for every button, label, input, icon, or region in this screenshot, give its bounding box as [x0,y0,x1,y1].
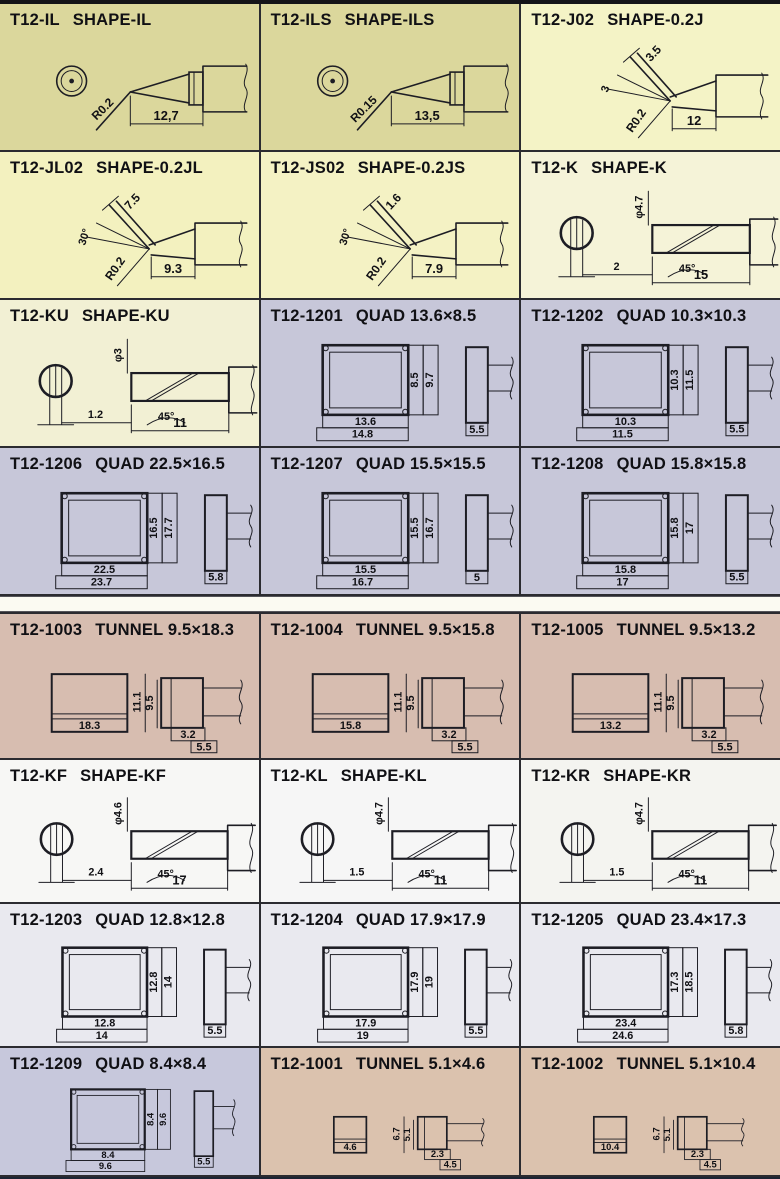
tip-spec: QUAD 8.4×8.4 [95,1055,207,1073]
tip-title [521,4,780,30]
dim-label: 7.5 [121,190,144,213]
dim-label: 15.8 [669,517,682,539]
dim-label: 22.5 [93,563,116,576]
dim-label: 9.6 [98,1160,112,1172]
tip-title [261,4,520,30]
tip-cell-t12-kl [261,760,520,902]
tip-title [521,904,780,930]
tip-drawing-area [521,786,780,902]
tip-spec: SHAPE-KR [603,767,692,785]
tip-title [521,448,780,474]
tip-drawing-tunnel [0,640,259,758]
tip-model: T12-1209 [10,1055,83,1073]
dim-label: 18.5 [683,971,696,993]
dim-label: 17.9 [354,1017,376,1030]
tip-model: T12-JS02 [270,159,345,177]
tip-drawing-tunnel [261,640,520,758]
tip-spec: TUNNEL 5.1×10.4 [616,1055,756,1073]
tip-model: T12-1005 [531,621,604,639]
dim-label: 10.4 [601,1141,620,1153]
dim-label: 1.6 [382,190,404,213]
dim-label: 11 [433,872,447,888]
tip-spec: SHAPE-0.2JS [357,159,466,177]
tip-drawing-bent [261,178,520,298]
dim-label: 9.5 [144,695,157,711]
tip-drawing-area [521,1074,780,1175]
tip-drawing-area [0,786,259,902]
dim-label: 17 [684,521,697,535]
tip-title [261,760,520,786]
dim-label: 10.3 [669,369,682,391]
tip-cell-t12-1208 [521,448,780,594]
dim-label: 5.5 [468,1025,484,1038]
tip-drawing-round [0,30,259,150]
tip-drawing-bent [0,178,259,298]
tip-title [0,300,259,326]
dim-label: 45° [418,868,435,881]
dim-label: 11.1 [652,691,665,713]
tip-drawing-knife [0,786,259,902]
tip-title [521,300,780,326]
tip-spec: QUAD 23.4×17.3 [616,911,747,929]
dim-label: R0.2 [623,106,650,135]
dim-label: R0.2 [362,254,389,283]
tip-cell-t12-1001 [261,1048,520,1175]
tip-spec: QUAD 13.6×8.5 [355,307,477,325]
tip-drawing-area [0,178,259,298]
tip-spec: QUAD 10.3×10.3 [616,307,747,325]
tip-spec: TUNNEL 9.5×15.8 [355,621,495,639]
tip-cell-t12-1205 [521,904,780,1046]
dim-label: 5.5 [729,423,745,436]
tip-spec: SHAPE-KU [81,307,170,325]
dim-label: R0.15 [347,92,380,126]
tip-cell-t12-1204 [261,904,520,1046]
tip-cell-t12-ils [261,4,520,150]
tip-model: T12-1202 [531,307,604,325]
tip-spec: QUAD 22.5×16.5 [95,455,226,473]
tip-model: T12-JL02 [10,159,84,177]
tip-model: T12-1003 [10,621,83,639]
tip-drawing-area [521,640,780,758]
tip-cell-t12-1002 [521,1048,780,1175]
dim-label: 7.9 [424,260,443,276]
tip-title [261,300,520,326]
dim-label: φ4.7 [633,802,646,825]
catalog-row [0,300,780,446]
tip-title [0,760,259,786]
tip-cell-t12-1207 [261,448,520,594]
dim-label: 30° [337,227,354,247]
tip-drawing-area [0,930,259,1046]
dim-label: 11.1 [391,691,404,713]
tip-drawing-area [0,326,259,446]
tip-title [521,760,780,786]
dim-label: 11.5 [684,369,697,391]
dim-label: 23.4 [615,1017,637,1030]
tip-drawing-quad [0,1074,259,1175]
tip-drawing-area [261,930,520,1046]
tip-model: T12-KF [10,767,68,785]
tip-model: T12-1208 [531,455,604,473]
dim-label: 11 [694,872,708,888]
dim-label: 16.7 [351,576,373,589]
tip-drawing-area [521,178,780,298]
tip-drawing-quad [261,326,520,446]
dim-label: 15.8 [615,563,637,576]
catalog-row [0,760,780,902]
dim-label: 17.7 [163,517,176,539]
tip-model: T12-KU [10,307,69,325]
dim-label: 45° [157,410,175,423]
dim-label: 5.5 [468,423,485,436]
dim-label: 8.5 [408,372,421,388]
dim-label: 5.1 [661,1128,673,1142]
tip-drawing-tunnel [521,640,780,758]
tip-drawing-knife [0,326,259,446]
tip-cell-t12-j02 [521,4,780,150]
dim-label: 24.6 [612,1030,634,1043]
dim-label: φ3 [112,348,125,363]
dim-label: 5.5 [456,741,473,754]
tip-title [261,152,520,178]
dim-label: 3 [599,84,613,94]
dim-label: φ4.6 [112,802,125,825]
tip-drawing-quad [521,930,780,1046]
tip-spec: SHAPE-KF [80,767,167,785]
dim-label: 13.2 [600,719,622,732]
dim-label: 4.6 [343,1141,357,1153]
dim-label: 17.9 [408,971,421,993]
tip-drawing-round [261,30,520,150]
tip-drawing-quad [261,474,520,594]
tip-cell-t12-1202 [521,300,780,446]
tip-model: T12-1207 [270,455,343,473]
tip-drawing-area [0,640,259,758]
tip-drawing-tunnel_sm [261,1074,520,1175]
tip-spec: QUAD 17.9×17.9 [355,911,486,929]
tip-spec: SHAPE-IL [72,11,152,29]
tip-cell-t12-kf [0,760,259,902]
tip-drawing-quad [0,474,259,594]
tip-cell-t12-il [0,4,259,150]
dim-label: 17.3 [669,971,682,993]
tip-model: T12-1201 [270,307,343,325]
tip-cell-t12-1201 [261,300,520,446]
tip-cell-t12-1003 [0,614,259,758]
dim-label: 2.3 [691,1148,705,1160]
tip-cell-t12-1005 [521,614,780,758]
tip-cell-t12-1203 [0,904,259,1046]
dim-label: 14.8 [351,428,373,441]
tip-title [521,152,780,178]
catalog-row [0,614,780,758]
dim-label: 9.3 [164,260,183,276]
dim-label: 15 [694,266,709,282]
dim-label: 3.2 [180,728,196,741]
catalog-row [0,1048,780,1175]
tip-model: T12-1205 [531,911,604,929]
dim-label: 2 [613,260,620,273]
dim-label: 16.7 [423,517,436,539]
tip-model: T12-K [531,159,579,177]
dim-label: 5.5 [717,741,733,754]
dim-label: 3.2 [441,728,457,741]
tip-spec: SHAPE-KL [340,767,427,785]
dim-label: 3.5 [642,42,665,65]
tip-model: T12-KR [531,767,591,785]
tip-title [0,1048,259,1074]
dim-label: 15.5 [354,563,376,576]
dim-label: 1.5 [609,866,625,879]
dim-label: 13.6 [354,415,376,428]
dim-label: 19 [356,1030,369,1043]
tip-drawing-quad [261,930,520,1046]
catalog-row [0,904,780,1046]
dim-label: 10.3 [615,415,637,428]
tip-title [261,1048,520,1074]
dim-label: φ4.7 [633,195,646,219]
dim-label: 4.5 [704,1158,718,1170]
tip-spec: QUAD 15.8×15.8 [616,455,747,473]
tip-title [0,614,259,640]
tip-model: T12-KL [270,767,328,785]
tip-cell-t12-1209 [0,1048,259,1175]
catalog-row [0,152,780,298]
dim-label: 9.6 [157,1112,169,1126]
dim-label: 3.2 [701,728,717,741]
dim-label: 4.5 [443,1158,457,1170]
tip-cell-t12-kr [521,760,780,902]
tip-spec: SHAPE-0.2J [607,11,704,29]
dim-label: 11.1 [131,691,144,713]
dim-label: 15.8 [339,719,361,732]
dim-label: 12.8 [94,1017,116,1030]
dim-label: 16.5 [148,517,161,539]
dim-label: 5 [473,571,480,584]
tip-drawing-quad [521,474,780,594]
tip-title [0,904,259,930]
tip-model: T12-1001 [270,1055,343,1073]
dim-label: 11.5 [612,428,634,441]
dim-label: 14 [162,976,175,989]
tip-cell-t12-1206 [0,448,259,594]
tip-drawing-quad [0,930,259,1046]
dim-label: 9.5 [665,695,678,711]
dim-label: 5.8 [208,571,224,584]
tip-model: T12-IL [10,11,60,29]
tip-drawing-area [261,30,520,150]
dim-label: 45° [157,868,174,881]
tip-title [0,448,259,474]
tip-spec: SHAPE-K [591,159,667,177]
dim-label: 12,7 [153,107,179,123]
tip-spec: QUAD 12.8×12.8 [95,911,226,929]
tip-title [0,152,259,178]
dim-label: 12 [687,112,702,128]
tip-cell-t12-k [521,152,780,298]
dim-label: 30° [76,227,93,247]
tip-model: T12-1204 [270,911,343,929]
tip-model: T12-J02 [531,11,595,29]
dim-label: 9.7 [423,372,436,388]
tip-spec: QUAD 15.5×15.5 [355,455,486,473]
tip-model: T12-1002 [531,1055,604,1073]
tip-drawing-area [0,1074,259,1175]
dim-label: 12.8 [147,971,160,993]
tip-drawing-area [261,474,520,594]
tip-cell-t12-js02 [261,152,520,298]
dim-label: φ4.7 [373,802,386,825]
tip-spec: TUNNEL 9.5×18.3 [95,621,235,639]
dim-label: 6.7 [390,1127,402,1141]
dim-label: 1.5 [349,866,365,879]
dim-label: 11 [173,414,187,430]
tip-drawing-area [521,930,780,1046]
tip-title [261,904,520,930]
tip-drawing-knife [521,178,780,298]
tip-drawing-area [261,786,520,902]
tip-cell-t12-jl02 [0,152,259,298]
dim-label: 8.4 [101,1148,115,1160]
tip-drawing-bent [521,30,780,150]
tip-drawing-area [0,474,259,594]
tip-cell-t12-1004 [261,614,520,758]
tip-drawing-quad [521,326,780,446]
dim-label: 9.5 [404,695,417,711]
dim-label: 5.5 [207,1025,223,1038]
dim-label: 2.3 [430,1148,444,1160]
tip-drawing-area [261,178,520,298]
tip-title [261,614,520,640]
tip-cell-t12-ku [0,300,259,446]
tip-model: T12-1004 [270,621,343,639]
dim-label: 5.8 [728,1025,744,1038]
dim-label: R0.2 [88,95,117,123]
tip-drawing-area [261,640,520,758]
dim-label: 18.3 [78,719,101,732]
dim-label: 6.7 [651,1127,663,1141]
tip-drawing-tunnel_sm [521,1074,780,1175]
dim-label: 13,5 [414,107,440,123]
dim-label: R0.2 [102,254,129,283]
tip-title [261,448,520,474]
dim-label: 14 [95,1030,108,1043]
dim-label: 17 [172,872,187,888]
section-separator [0,596,780,612]
catalog-row [0,448,780,594]
tip-model: T12-1206 [10,455,83,473]
tip-title [521,614,780,640]
dim-label: 45° [678,868,696,881]
tip-model: T12-1203 [10,911,83,929]
tip-drawing-area [521,326,780,446]
dim-label: 23.7 [90,576,113,589]
tip-drawing-area [261,1074,520,1175]
dim-label: 5.1 [400,1128,412,1142]
dim-label: 5.5 [729,571,745,584]
dim-label: 8.4 [144,1112,156,1126]
dim-label: 5.5 [197,1155,211,1167]
dim-label: 45° [679,262,696,275]
dim-label: 1.2 [87,408,104,421]
dim-label: 19 [423,976,436,989]
tip-spec: TUNNEL 9.5×13.2 [616,621,756,639]
dim-label: 17 [616,576,629,589]
tip-drawing-area [521,30,780,150]
tip-title [521,1048,780,1074]
dim-label: 2.4 [88,866,104,879]
catalog-row [0,4,780,150]
tip-spec: TUNNEL 5.1×4.6 [355,1055,486,1073]
tip-drawing-area [521,474,780,594]
tip-spec: SHAPE-ILS [344,11,435,29]
tip-spec: SHAPE-0.2JL [96,159,203,177]
tip-drawing-area [261,326,520,446]
tip-model: T12-ILS [270,11,332,29]
tip-drawing-knife [261,786,520,902]
dim-label: 15.5 [408,517,421,539]
tip-drawing-area [0,30,259,150]
tip-drawing-knife [521,786,780,902]
tip-title [0,4,259,30]
dim-label: 5.5 [196,741,212,754]
